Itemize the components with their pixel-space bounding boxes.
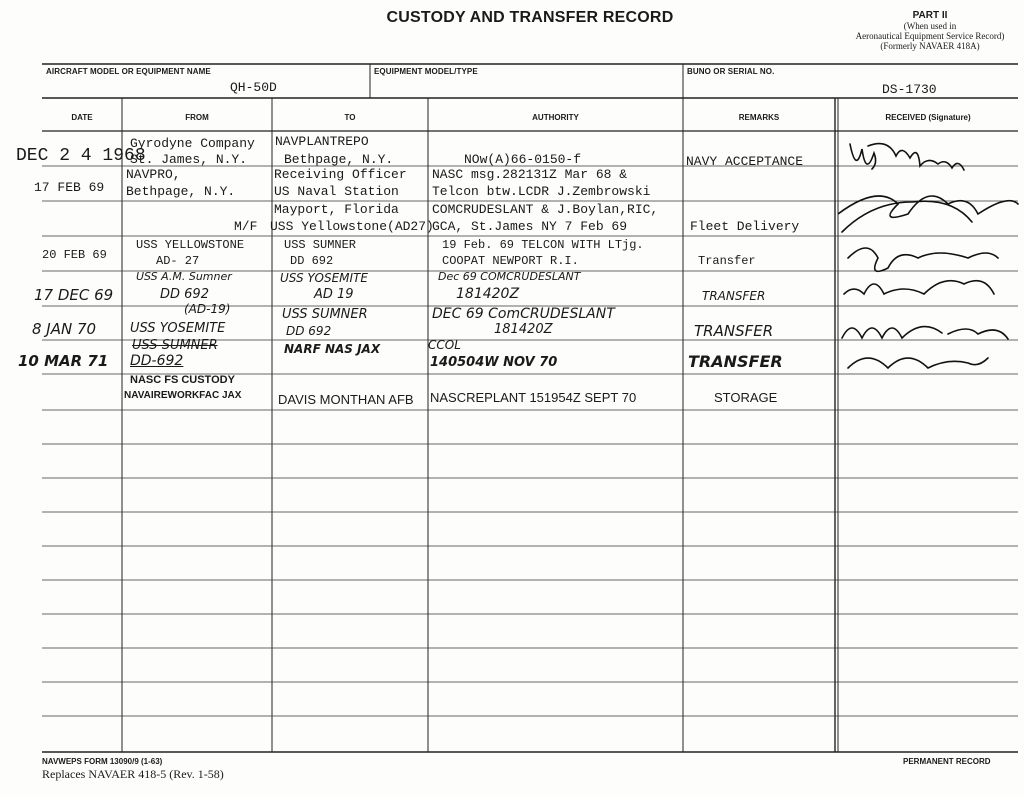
entry-authority-line-2: GCA, St.James NY 7 Feb 69 (432, 219, 628, 234)
entry-remarks: TRANSFER (688, 352, 783, 371)
part-note-line-2: Aeronautical Equipment Service Record) (855, 31, 1005, 41)
entry-authority: NASCREPLANT 151954Z SEPT 70 (430, 390, 637, 405)
entry-date: 10 MAR 71 (18, 352, 109, 370)
entry-to-line-2: USS Yellowstone(AD27) (270, 219, 434, 234)
entry-to-line-2: DD 692 (290, 254, 334, 268)
entry-from: (AD-19) (184, 302, 231, 316)
column-header-received: RECEIVED (Signature) (885, 113, 971, 122)
entry-from-line-2: Bethpage, N.Y. (126, 184, 236, 199)
entry-authority: 19 Feb. 69 TELCON WITH LTjg. (442, 238, 644, 252)
entry-from: Gyrodyne Company (130, 136, 255, 151)
form-title: CUSTODY AND TRANSFER RECORD (386, 9, 674, 26)
entry-from-line-2: AD- 27 (156, 254, 200, 268)
signature-edwards (848, 358, 988, 368)
buno-value: DS-1730 (882, 82, 937, 97)
entry-date: 17 DEC 69 (34, 286, 114, 304)
entry-to: NARF NAS JAX (284, 342, 381, 356)
entry-to-line-2: DD 692 (286, 324, 332, 338)
entry-authority-line-2: 140504W NOV 70 (430, 355, 558, 370)
entry-from: M/F (234, 219, 258, 234)
entry-authority-line-2: 181420Z (456, 286, 520, 302)
signature-scribbles (838, 132, 1024, 382)
entry-authority-line-2: COOPAT NEWPORT R.I. (442, 254, 579, 268)
entry-to: USS SUMNER (282, 307, 368, 322)
entry-to-line-2: Bethpage, N.Y. (284, 152, 394, 167)
entry-authority: CCOL (428, 338, 461, 352)
entry-from: USS SUMNER (132, 338, 218, 353)
part-note (850, 10, 1010, 51)
entry-authority: COMCRUDESLANT & J.Boylan,RIC, (432, 202, 659, 217)
entry-to: USS SUMNER (284, 238, 357, 252)
entry-remarks: Fleet Delivery (690, 219, 800, 234)
part-label: PART II (912, 10, 948, 21)
part-note-line-3: (Formerly NAVAER 418A) (880, 41, 980, 51)
entry-from-line-2: St. James, N.Y. (130, 152, 248, 167)
entry-remarks: TRANSFER (694, 322, 774, 340)
signature-gottschalk (838, 196, 1018, 232)
form-number: NAVWEPS FORM 13090/9 (1-63) (42, 757, 163, 766)
signature-oconnell (844, 281, 994, 294)
signature-hubble (850, 144, 964, 170)
replaces-note: Replaces NAVAER 418-5 (Rev. 1-58) (42, 767, 224, 781)
entry-to: Mayport, Florida (274, 202, 399, 217)
entry-from-line-2: NAVAIREWORKFAC JAX (124, 390, 242, 401)
entry-date: DEC 2 4 1968 (16, 146, 146, 166)
entry-from: NASC FS CUSTODY (130, 374, 235, 386)
entry-remarks: Transfer (698, 254, 756, 268)
equipment-model-label: EQUIPMENT MODEL/TYPE (374, 67, 478, 76)
entry-from-line-2: DD 692 (160, 287, 209, 302)
column-header-remarks: REMARKS (738, 113, 780, 122)
entry-from: USS YELLOWSTONE (136, 238, 245, 252)
signature-cope (848, 248, 998, 271)
column-header-to: TO (344, 113, 356, 122)
entry-from: NAVPRO, (126, 167, 181, 182)
entry-from-line-2: USS YOSEMITE (130, 321, 226, 336)
permanent-record-label: PERMANENT RECORD (903, 757, 991, 766)
signature-mcglohn (842, 327, 1008, 339)
entry-to: DAVIS MONTHAN AFB (278, 392, 414, 407)
entry-remarks: STORAGE (714, 390, 778, 405)
entry-authority: DEC 69 ComCRUDESLANT (432, 306, 615, 322)
entry-authority: Dec 69 COMCRUDESLANT (438, 270, 581, 283)
entry-authority: NOw(A)66-0150-f (464, 152, 582, 167)
part-note-line-1: (When used in (903, 21, 957, 31)
entry-remarks: NAVY ACCEPTANCE (686, 154, 804, 169)
entry-from: USS A.M. Sumner (136, 270, 232, 283)
entry-to-line-2: US Naval Station (274, 184, 399, 199)
column-header-from: FROM (185, 113, 209, 122)
entry-from-line-2: DD-692 (130, 353, 184, 369)
buno-label: BUNO OR SERIAL NO. (687, 67, 775, 76)
entry-authority-line-2: 181420Z (494, 322, 553, 337)
entry-to-line-2: AD 19 (314, 287, 354, 302)
aircraft-model-label: AIRCRAFT MODEL OR EQUIPMENT NAME (46, 67, 211, 76)
entry-authority-line-2: Telcon btw.LCDR J.Zembrowski (432, 184, 651, 199)
entry-authority: NASC msg.282131Z Mar 68 & (432, 167, 628, 182)
column-header-date: DATE (71, 113, 93, 122)
entry-date: 8 JAN 70 (32, 320, 97, 338)
column-header-authority: AUTHORITY (532, 113, 579, 122)
entry-date: 17 FEB 69 (34, 180, 105, 195)
entry-remarks: TRANSFER (702, 289, 766, 303)
entry-to: USS YOSEMITE (280, 271, 368, 285)
entry-to: NAVPLANTREPO (275, 134, 369, 149)
aircraft-model-value: QH-50D (230, 80, 277, 95)
entry-date: 20 FEB 69 (42, 248, 107, 262)
entry-to: Receiving Officer (274, 167, 407, 182)
